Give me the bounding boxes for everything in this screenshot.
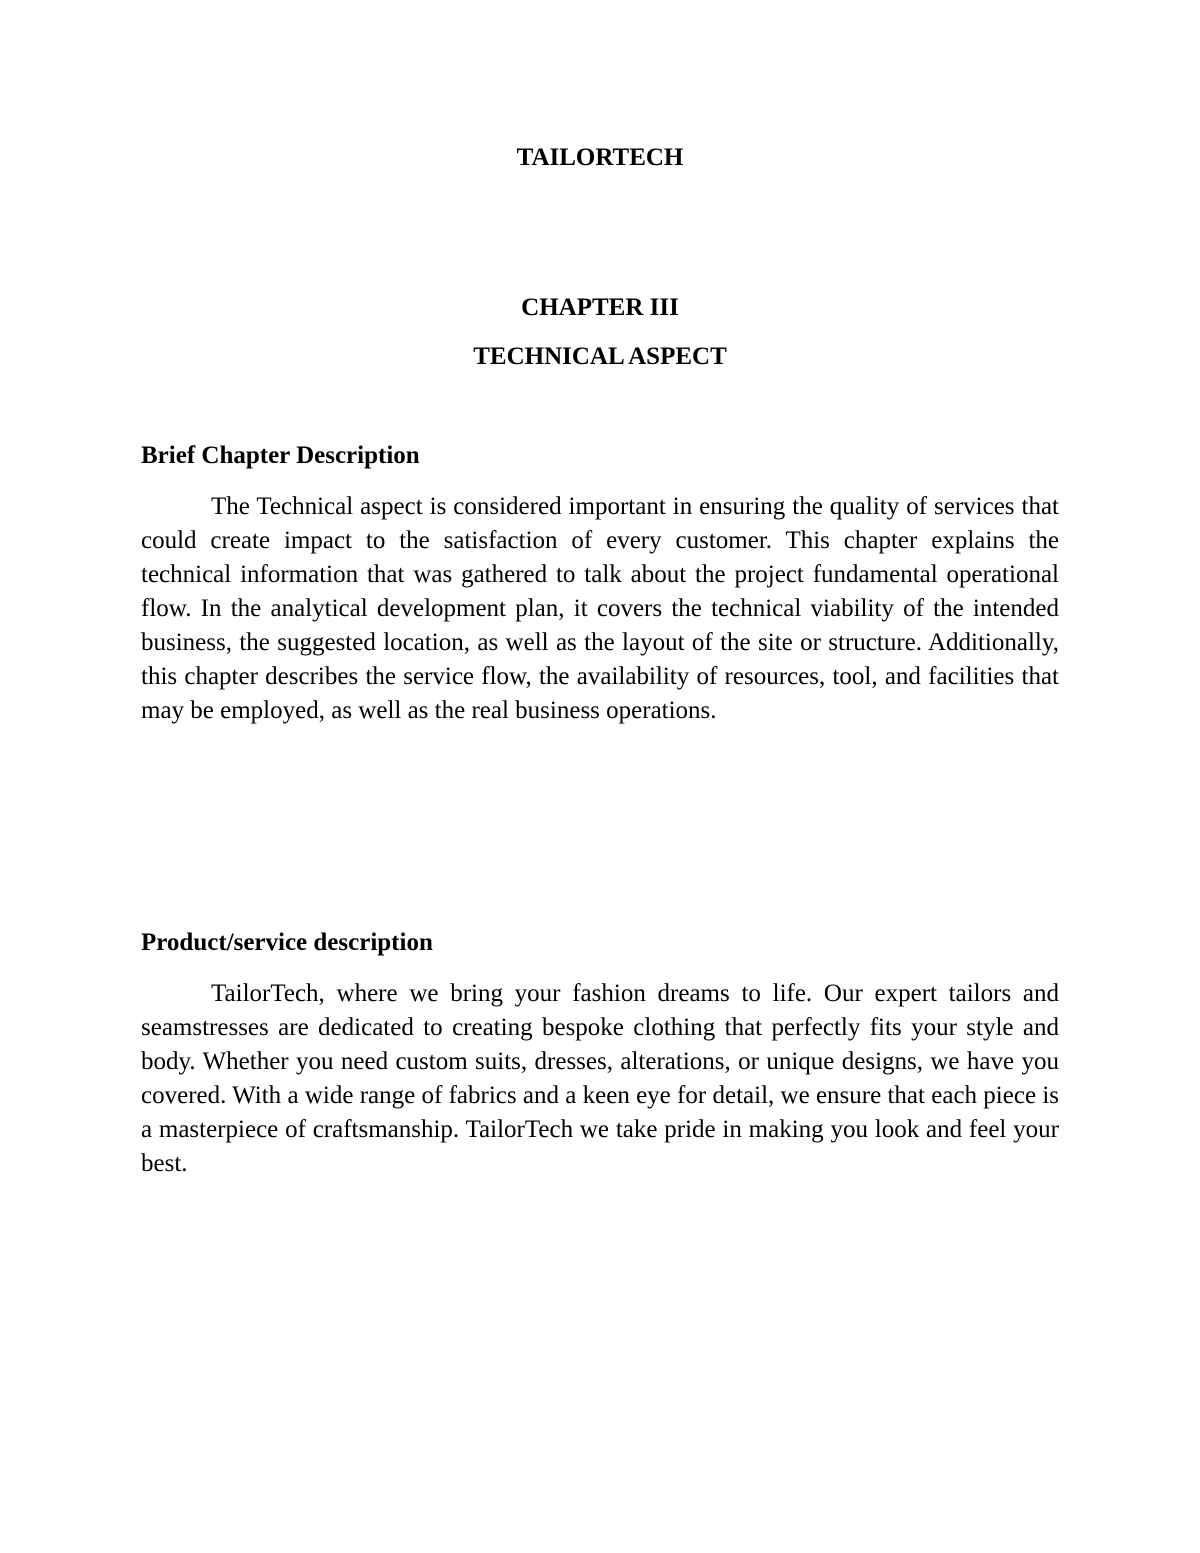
document-title: TAILORTECH (516, 144, 684, 171)
section-paragraph-brief-description: The Technical aspect is considered important in ensuring the quality of services that could create impact to the satisfaction of every customer. This chapter explains the technical information that was gathered to talk about the project fundamental operational flow. In the analytical development plan, it covers the technical viability of the intended business, the suggested location, as well as the layout of the site or structure. Additionally, this chapter describes the service flow, the availability of resources, tool, and facilities that may be employed, as well as the real business operations. (141, 493, 1059, 724)
chapter-number: CHAPTER III (521, 294, 679, 321)
section-heading-product-service: Product/service description (141, 929, 433, 956)
chapter-title: TECHNICAL ASPECT (473, 343, 727, 370)
section-paragraph-product-service: TailorTech, where we bring your fashion dreams to life. Our expert tailors and seamstresses are dedicated to creating bespoke clothing that perfectly fits your style and body. Whether you need custom suits, dresses, alterations, or unique designs, we have you covered. With a wide range of fabrics and a keen eye for detail, we ensure that each piece is a masterpiece of craftsmanship. TailorTech we take pride in making you look and feel your best. (141, 980, 1059, 1177)
section-heading-brief-description: Brief Chapter Description (141, 442, 420, 469)
